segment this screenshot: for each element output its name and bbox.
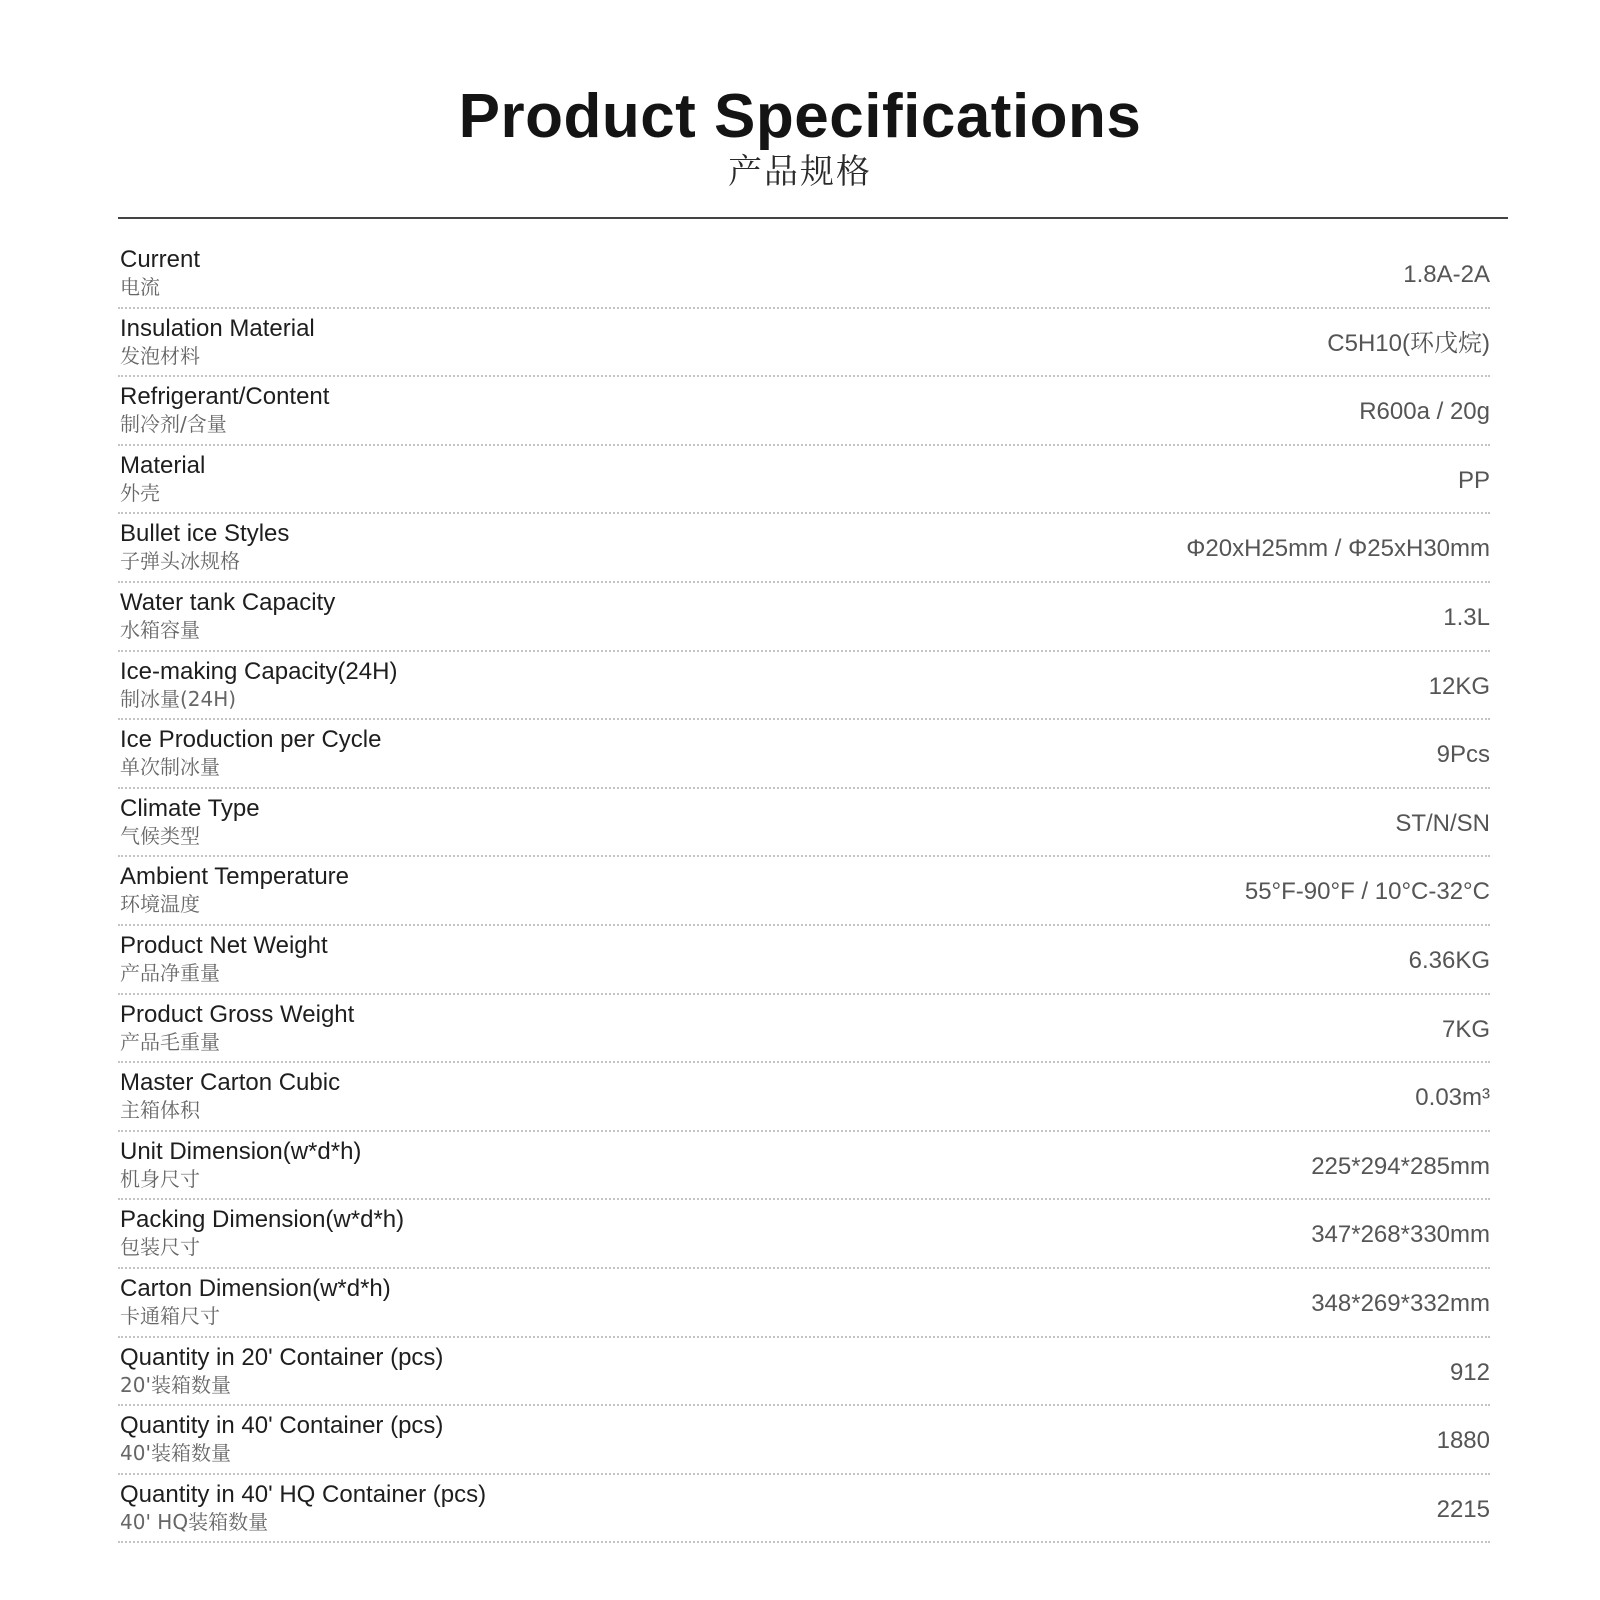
spec-label-chinese: 外壳: [120, 480, 160, 505]
spec-value: 9Pcs: [1436, 741, 1490, 769]
spec-label: [120, 658, 397, 712]
spec-label: [120, 1481, 486, 1535]
page-header: [0, 82, 1600, 192]
spec-label-english: Water tank Capacity: [120, 588, 336, 616]
spec-label-chinese: 气候类型: [120, 823, 200, 848]
spec-label: [120, 1069, 340, 1123]
spec-label-english: Ambient Temperature: [120, 863, 350, 891]
spec-value: 0.03m³: [1415, 1084, 1490, 1112]
spec-row: [118, 583, 1490, 652]
spec-label-english: Carton Dimension(w*d*h): [120, 1274, 391, 1302]
spec-value: 12KG: [1428, 672, 1490, 700]
spec-label: [120, 932, 328, 986]
spec-label: [120, 726, 381, 780]
spec-value: R600a / 20g: [1359, 398, 1490, 426]
spec-value: 6.36KG: [1408, 946, 1490, 974]
spec-row: [118, 720, 1490, 789]
spec-row: [118, 857, 1490, 926]
spec-label-chinese: 单次制冰量: [120, 755, 220, 780]
spec-row: [118, 926, 1490, 995]
spec-value: 1880: [1436, 1427, 1490, 1455]
spec-label-chinese: 20'装箱数量: [120, 1372, 231, 1397]
spec-label-chinese: 产品毛重量: [120, 1029, 220, 1054]
spec-value: 1.3L: [1443, 603, 1490, 631]
spec-value: 348*269*332mm: [1311, 1289, 1490, 1317]
spec-row: [118, 652, 1490, 721]
spec-label-english: Product Net Weight: [120, 931, 328, 959]
spec-label-chinese: 制冷剂/含量: [120, 412, 227, 437]
spec-value: ST/N/SN: [1395, 809, 1490, 837]
spec-label-english: Quantity in 40' Container (pcs): [120, 1412, 444, 1440]
spec-label-chinese: 主箱体积: [120, 1098, 200, 1123]
spec-value: C5H10(环戊烷): [1327, 329, 1490, 357]
header-divider: [118, 217, 1508, 219]
spec-label-english: Insulation Material: [120, 314, 315, 342]
spec-label: [120, 452, 205, 506]
spec-row: [118, 514, 1490, 583]
spec-label-english: Material: [120, 451, 206, 479]
spec-label-chinese: 卡通箱尺寸: [120, 1303, 220, 1328]
spec-row: [118, 1406, 1490, 1475]
spec-label-english: Ice-making Capacity(24H): [120, 657, 398, 685]
spec-label-chinese: 产品净重量: [120, 960, 220, 985]
spec-label-chinese: 电流: [120, 275, 160, 299]
spec-label-chinese: 40' HQ装箱数量: [120, 1509, 269, 1534]
spec-value: 347*268*330mm: [1311, 1221, 1490, 1249]
spec-label-english: Master Carton Cubic: [120, 1069, 341, 1097]
spec-label-english: Packing Dimension(w*d*h): [120, 1206, 405, 1234]
spec-label-chinese: 发泡材料: [120, 343, 200, 368]
spec-label-chinese: 制冰量(24H): [120, 686, 237, 711]
spec-label: [120, 1001, 354, 1055]
spec-table: [118, 240, 1490, 1543]
spec-row: [118, 1338, 1490, 1407]
spec-label-english: Bullet ice Styles: [120, 520, 290, 548]
spec-label-english: Quantity in 20' Container (pcs): [120, 1343, 444, 1371]
spec-value: 225*294*285mm: [1311, 1152, 1490, 1180]
spec-label: [120, 795, 260, 849]
spec-label: [120, 1344, 443, 1398]
spec-label-chinese: 子弹头冰规格: [120, 549, 240, 574]
spec-label-chinese: 机身尺寸: [120, 1166, 200, 1191]
spec-row: [118, 995, 1490, 1064]
spec-label: [120, 1275, 391, 1329]
spec-label-english: Refrigerant/Content: [120, 383, 330, 411]
spec-row: [118, 309, 1490, 378]
spec-label-english: Ice Production per Cycle: [120, 726, 382, 754]
spec-value: 912: [1449, 1358, 1490, 1386]
spec-label-english: Quantity in 40' HQ Container (pcs): [120, 1480, 487, 1508]
spec-row: [118, 377, 1490, 446]
spec-value: 7KG: [1441, 1015, 1490, 1043]
spec-label: [120, 863, 349, 917]
spec-label: [120, 315, 315, 369]
spec-label-english: Current: [120, 246, 201, 273]
spec-row: [118, 1475, 1490, 1544]
spec-row: [118, 789, 1490, 858]
spec-label: [120, 520, 289, 574]
spec-label: [120, 1138, 361, 1192]
spec-value: PP: [1457, 466, 1490, 494]
spec-label: [120, 1412, 443, 1466]
spec-row: [118, 446, 1490, 515]
spec-label-english: Climate Type: [120, 794, 260, 822]
spec-value: 55°F-90°F / 10°C-32°C: [1244, 878, 1490, 906]
page-subtitle: 产品规格: [728, 152, 872, 192]
spec-label: [120, 383, 329, 437]
spec-label-chinese: 包装尺寸: [120, 1235, 200, 1260]
spec-label-chinese: 40'装箱数量: [120, 1441, 231, 1466]
spec-label: [120, 589, 335, 643]
spec-label-chinese: 环境温度: [120, 892, 200, 917]
spec-label: [120, 1206, 404, 1260]
spec-row: [118, 1132, 1490, 1201]
spec-row: [118, 1063, 1490, 1132]
spec-row: [118, 1200, 1490, 1269]
spec-value: 2215: [1436, 1495, 1490, 1523]
spec-value: Φ20xH25mm / Φ25xH30mm: [1186, 535, 1490, 563]
spec-row: [118, 240, 1490, 309]
spec-label-english: Unit Dimension(w*d*h): [120, 1137, 362, 1165]
page-title: Product Specifications: [458, 82, 1142, 151]
spec-value: 1.8A-2A: [1403, 261, 1490, 288]
spec-row: [118, 1269, 1490, 1338]
spec-label-chinese: 水箱容量: [120, 617, 200, 642]
spec-label-english: Product Gross Weight: [120, 1000, 355, 1028]
spec-label: [120, 246, 200, 300]
